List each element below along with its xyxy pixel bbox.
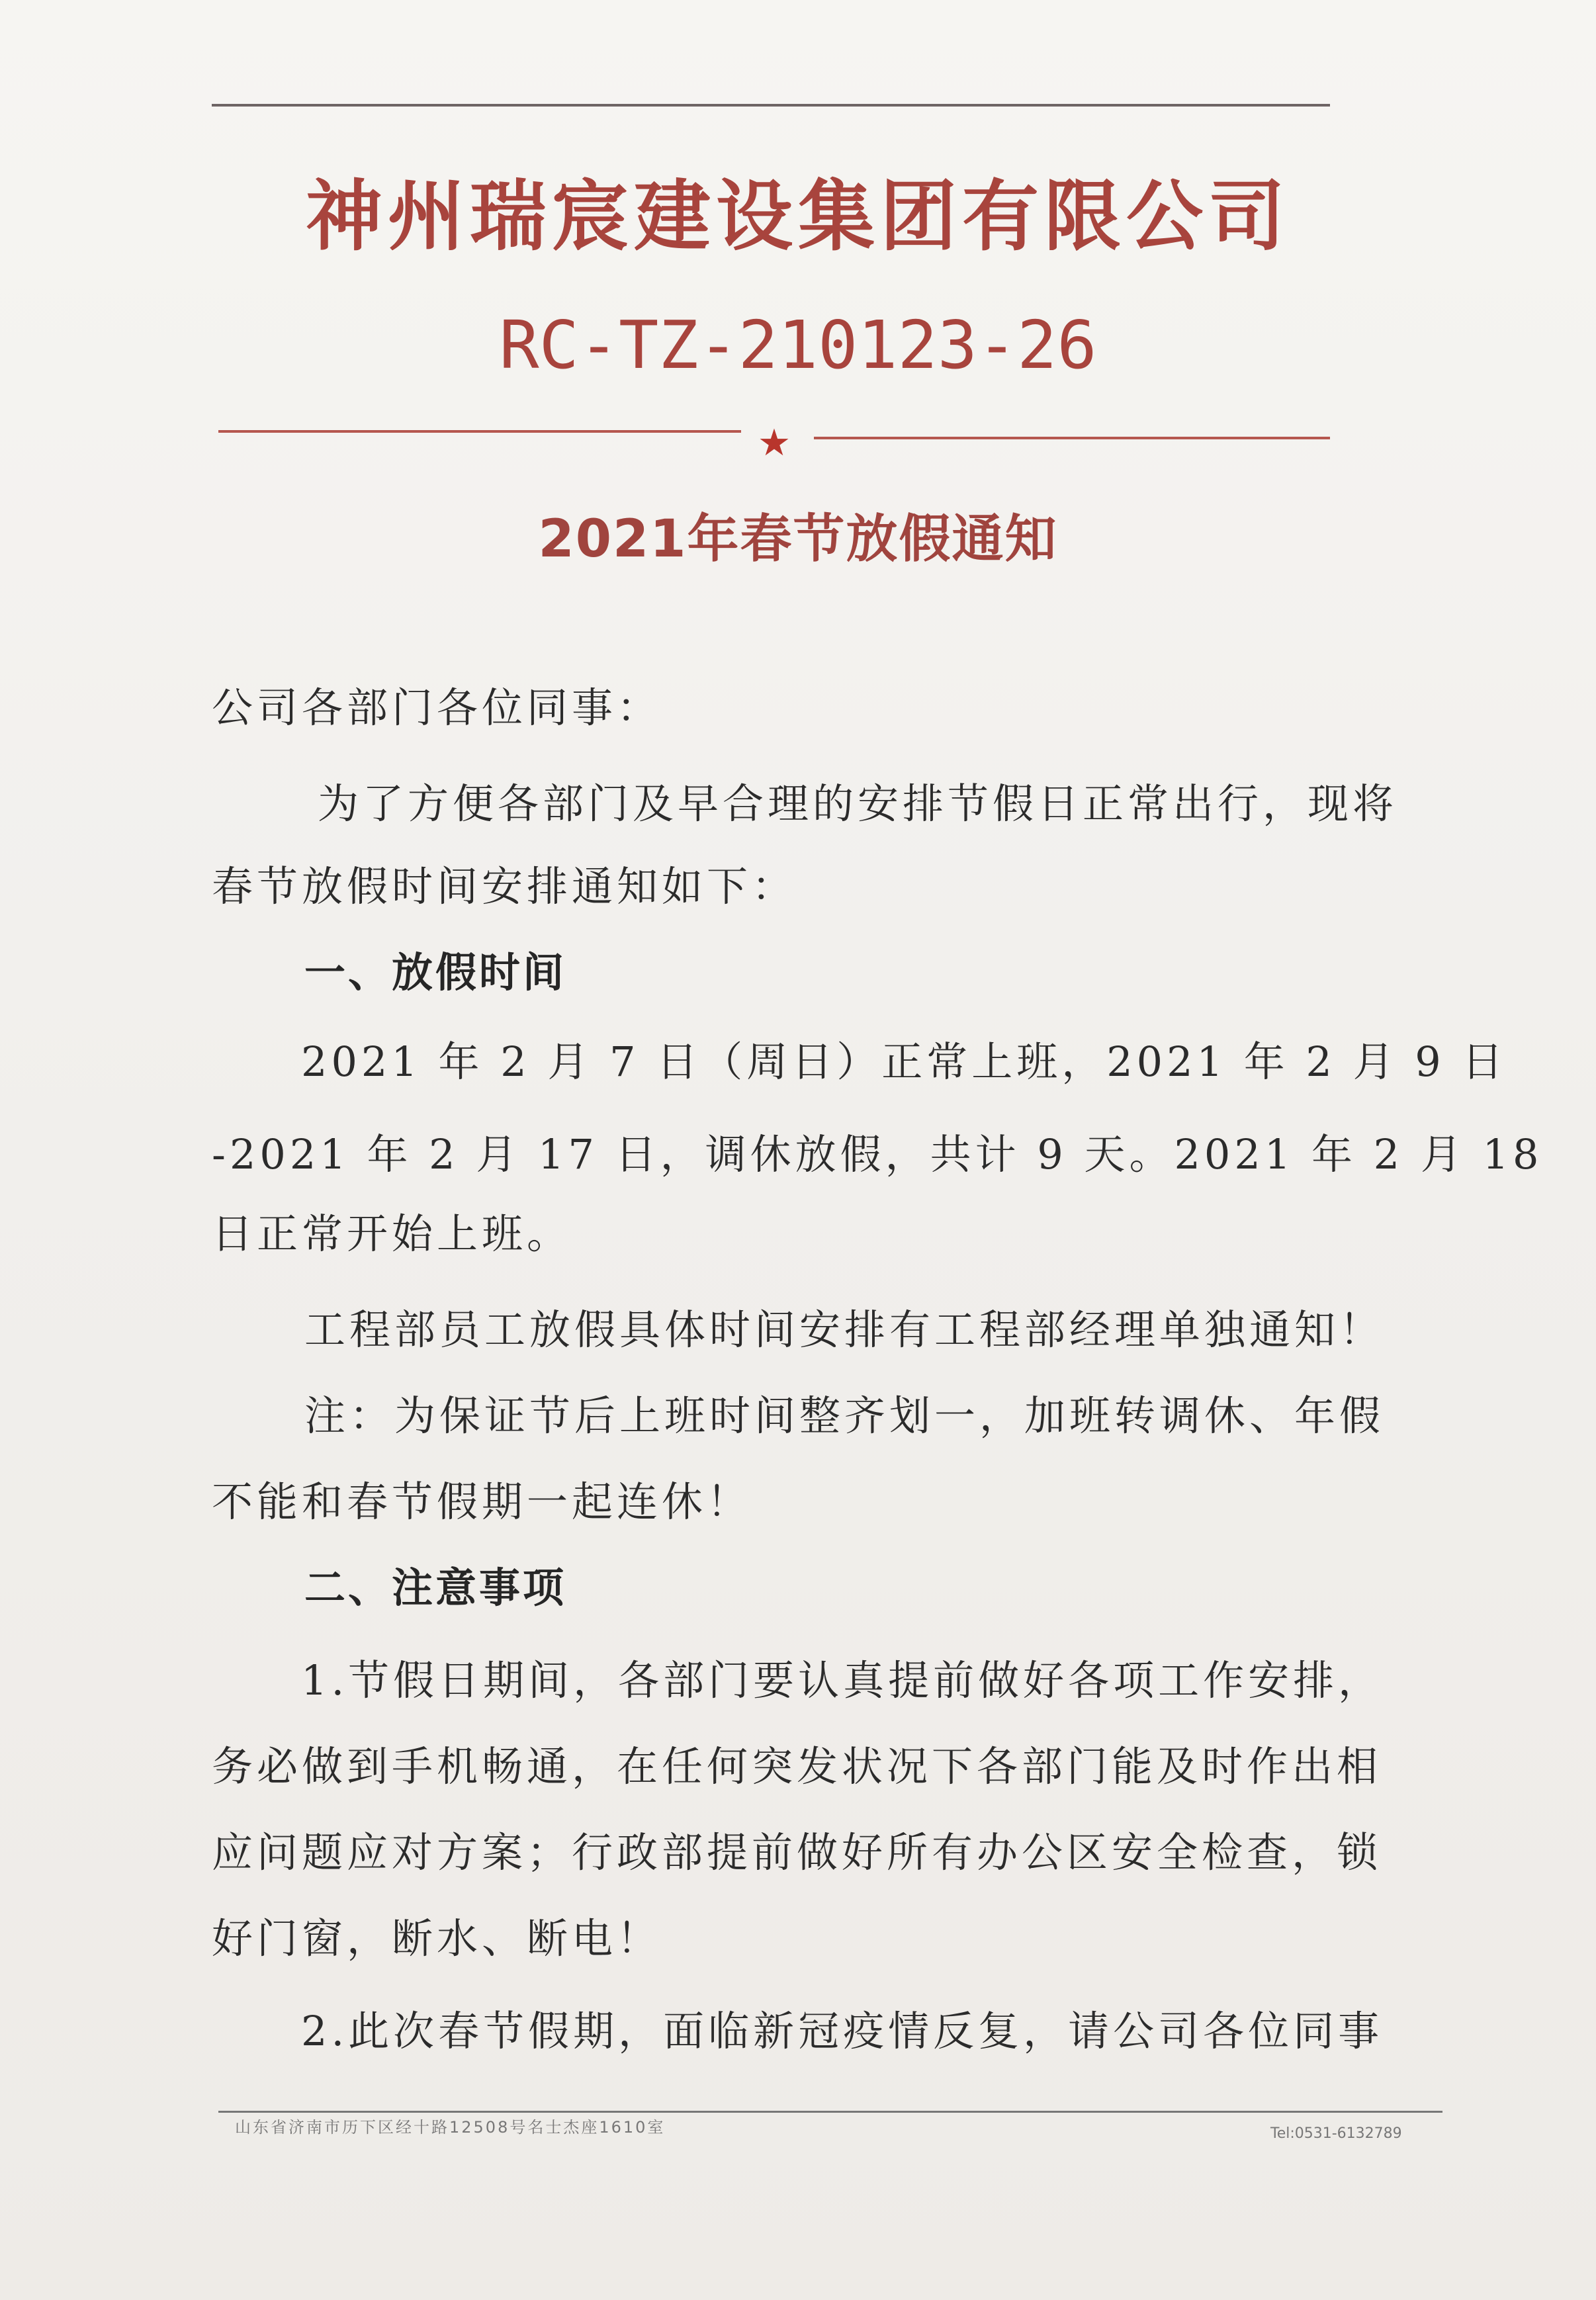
paragraph-dates-line-2: -2021 年 2 月 17 日，调休放假，共计 9 天。2021 年 2 月 18	[212, 1130, 1543, 1178]
section-heading-holiday-time: 一、放假时间	[304, 948, 567, 996]
paragraph-intro-line-1: 为了方便各部门及早合理的安排节假日正常出行，现将	[318, 779, 1398, 828]
paragraph-intro-line-2: 春节放假时间安排通知如下：	[212, 862, 797, 910]
top-rule	[212, 104, 1330, 107]
item-1-line-4: 好门窗，断水、断电！	[212, 1914, 662, 1963]
item-1-line-1: 1.节假日期间，各部门要认真提前做好各项工作安排，	[301, 1656, 1384, 1704]
company-name: 神州瑞宸建设集团有限公司	[306, 172, 1290, 261]
paragraph-engineering: 工程部员工放假具体时间安排有工程部经理单独通知！	[304, 1305, 1385, 1354]
paragraph-note-line-1: 注：为保证节后上班时间整齐划一，加班转调休、年假	[304, 1392, 1385, 1440]
document-number: RC-TZ-210123-26	[499, 306, 1097, 384]
footer-telephone: Tel:0531-6132789	[1270, 2125, 1402, 2142]
paragraph-dates-line-1: 2021 年 2 月 7 日（周日）正常上班，2021 年 2 月 9 日	[301, 1038, 1507, 1086]
notice-title: 2021年春节放假通知	[538, 509, 1058, 569]
divider-left	[218, 430, 741, 433]
paragraph-note-line-2: 不能和春节假期一起连休！	[212, 1478, 752, 1526]
star-icon: ★	[757, 421, 791, 464]
salutation: 公司各部门各位同事：	[212, 684, 662, 732]
item-1-line-3: 应问题应对方案；行政部提前做好所有办公区安全检查，锁	[212, 1828, 1382, 1877]
item-1-line-2: 务必做到手机畅通，在任何突发状况下各部门能及时作出相	[212, 1742, 1382, 1791]
divider-right	[814, 437, 1330, 439]
paragraph-dates-line-3: 日正常开始上班。	[212, 1210, 572, 1258]
section-heading-precautions: 二、注意事项	[304, 1564, 567, 1612]
footer-rule	[218, 2111, 1442, 2113]
item-2-line-1: 2.此次春节假期，面临新冠疫情反复，请公司各位同事	[301, 2007, 1384, 2055]
footer-address: 山东省济南市历下区经十路12508号名士杰座1610室	[235, 2118, 666, 2137]
